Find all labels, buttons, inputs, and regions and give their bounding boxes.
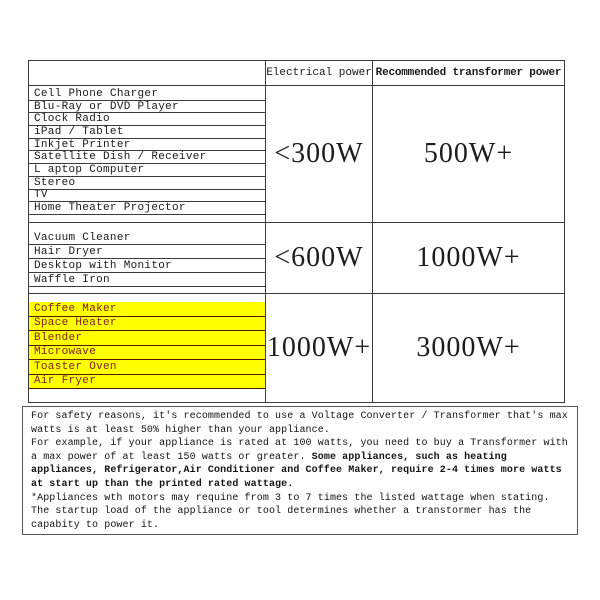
appliance-row: Clock Radio bbox=[29, 113, 265, 126]
appliance-row: Desktop with Monitor bbox=[29, 259, 265, 273]
appliance-row: iPad / Tablet bbox=[29, 126, 265, 139]
electrical-power-value: <300W bbox=[274, 138, 364, 169]
appliance-row: Waffle Iron bbox=[29, 273, 265, 287]
appliance-row-highlighted: Coffee Maker bbox=[29, 302, 265, 317]
transformer-power-value: 500W+ bbox=[423, 138, 514, 169]
appliance-row: Inkjet Printer bbox=[29, 139, 265, 152]
transformer-power-value: 3000W+ bbox=[416, 332, 521, 363]
safety-notes-box bbox=[22, 406, 578, 535]
appliance-group-high bbox=[29, 302, 265, 389]
power-table bbox=[28, 60, 565, 403]
appliance-row: Satellite Dish / Receiver bbox=[29, 151, 265, 164]
appliance-row-highlighted: Toaster Oven bbox=[29, 360, 265, 375]
appliance-row: TV bbox=[29, 190, 265, 203]
electrical-power-value: 1000W+ bbox=[266, 332, 372, 363]
note-paragraph bbox=[31, 492, 569, 533]
note-paragraph bbox=[31, 437, 569, 491]
note-text: For example, if your appliance is rated at 100 watts, you need to buy a Transformer with a max power of at least 150 watts or greater. bbox=[31, 438, 568, 463]
appliance-row-highlighted: Space Heater bbox=[29, 317, 265, 332]
appliance-row: Hair Dryer bbox=[29, 245, 265, 259]
note-text-bold: Some appliances, such as heating appliances, Refrigerator,Air Conditioner and Coffee Maker, require 2-4 times more watts at start up than the printed rated wattage. bbox=[31, 451, 562, 490]
appliance-row-highlighted: Microwave bbox=[29, 346, 265, 361]
appliance-row: Home Theater Projector bbox=[29, 202, 265, 215]
transformer-power-value: 1000W+ bbox=[416, 242, 521, 273]
grid-line bbox=[28, 402, 565, 403]
appliance-row-highlighted: Air Fryer bbox=[29, 375, 265, 390]
appliance-group-low bbox=[29, 88, 265, 215]
appliance-row-highlighted: Blender bbox=[29, 331, 265, 346]
appliance-row: L aptop Computer bbox=[29, 164, 265, 177]
header-electrical-power: Electrical power bbox=[266, 66, 372, 79]
header-transformer-power: Recommended transformer power bbox=[375, 66, 562, 79]
appliance-row: Vacuum Cleaner bbox=[29, 231, 265, 245]
grid-line bbox=[564, 60, 565, 403]
note-text: *Appliances wth motors may requine from 3 to 7 times the listed wattage when stating. The startup load of the appliance or tool determines whether a transtormer has the capabity to power it. bbox=[31, 492, 550, 531]
appliance-group-medium bbox=[29, 231, 265, 287]
note-paragraph bbox=[31, 410, 569, 437]
appliance-row: Blu-Ray or DVD Player bbox=[29, 101, 265, 114]
appliance-row: Stereo bbox=[29, 177, 265, 190]
appliance-row: Cell Phone Charger bbox=[29, 88, 265, 101]
electrical-power-value: <600W bbox=[274, 242, 364, 273]
note-text: For safety reasons, it's recommended to use a Voltage Converter / Transformer that's max watts is at least 50% higher than your appliance. bbox=[31, 411, 568, 436]
